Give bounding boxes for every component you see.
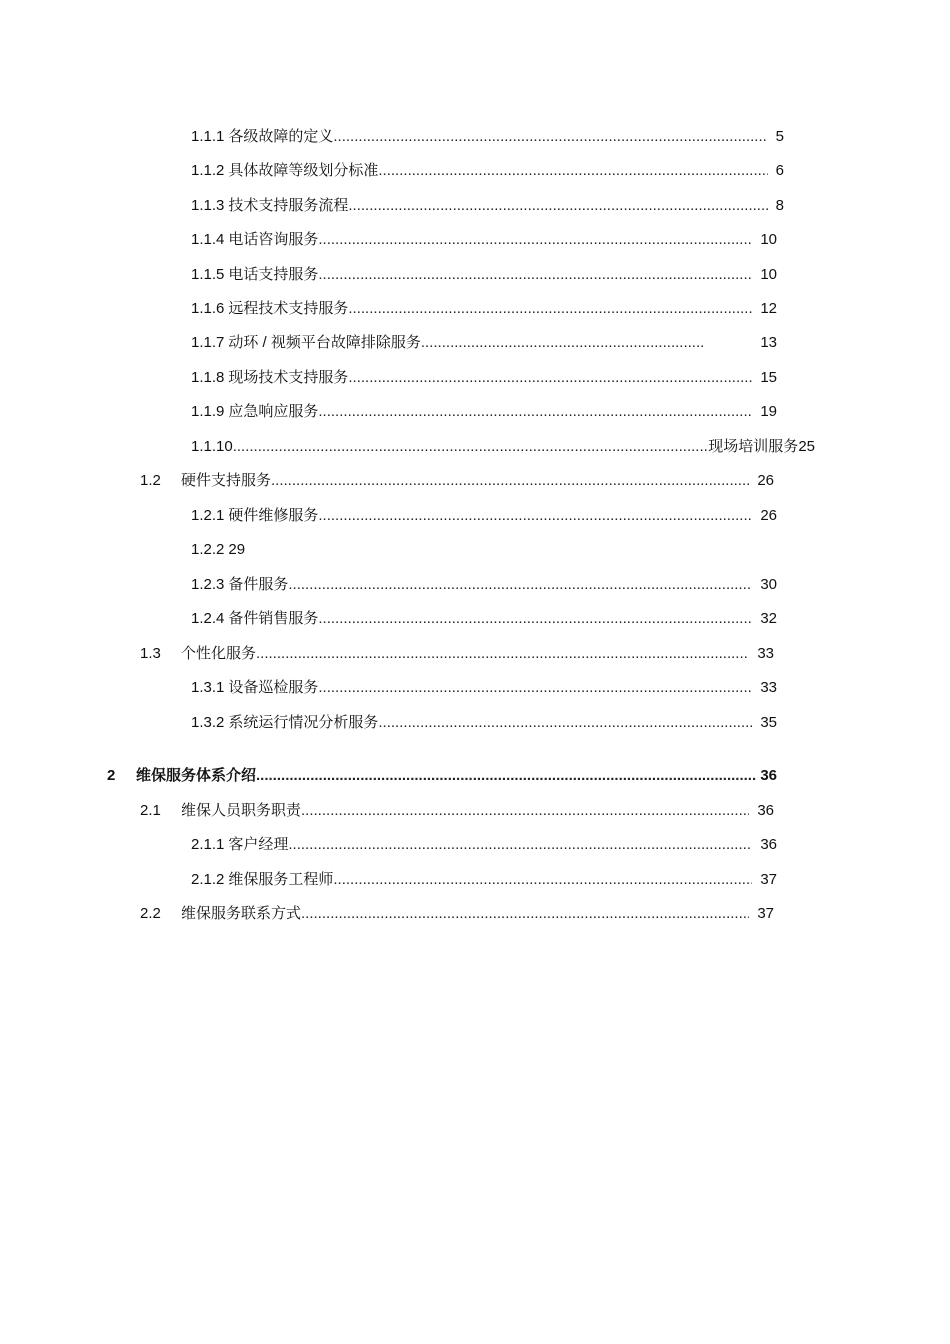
toc-entry-title: 技术支持服务流程 bbox=[228, 197, 349, 214]
toc-entry[interactable] bbox=[191, 229, 777, 251]
toc-entry-number: 1.3 bbox=[140, 645, 161, 662]
toc-entry-page: 35 bbox=[760, 714, 777, 731]
toc-entry-title: 客户经理 bbox=[228, 836, 289, 853]
toc-entry-page: 33 bbox=[760, 679, 777, 696]
toc-entry-page: 36 bbox=[760, 836, 777, 853]
toc-entry-title: 各级故障的定义 bbox=[228, 128, 334, 145]
toc-entry[interactable] bbox=[191, 436, 815, 458]
toc-entry-title: 应急响应服务 bbox=[228, 403, 319, 420]
toc-entry-number: 2.1.2 bbox=[191, 871, 225, 888]
toc-entry-number: 2.2 bbox=[140, 905, 161, 922]
toc-leader-dots bbox=[348, 298, 752, 320]
toc-entry-title: 个性化服务 bbox=[181, 645, 257, 662]
toc-entry[interactable] bbox=[140, 643, 774, 665]
toc-entry-page: 36 bbox=[757, 802, 774, 819]
toc-entry[interactable] bbox=[191, 367, 777, 389]
toc-entry-page: 12 bbox=[760, 300, 777, 317]
toc-leader-dots bbox=[301, 800, 749, 822]
toc-entry-title: 硬件维修服务 bbox=[228, 507, 319, 524]
toc-leader-dots bbox=[421, 332, 704, 354]
toc-entry[interactable] bbox=[191, 195, 784, 217]
toc-entry-number: 1.1.8 bbox=[191, 369, 225, 386]
toc-entry-page: 26 bbox=[757, 472, 774, 489]
toc-entry[interactable] bbox=[191, 539, 391, 561]
toc-leader-dots bbox=[378, 160, 767, 182]
toc-entry-page: 19 bbox=[760, 403, 777, 420]
toc-entry-title: 维保服务联系方式 bbox=[181, 905, 302, 922]
toc-entry[interactable] bbox=[191, 160, 784, 182]
toc-entry-number: 1.2.2 bbox=[191, 541, 225, 558]
toc-entry-title: 维保人员职务职责 bbox=[181, 802, 302, 819]
toc-leader-dots bbox=[318, 677, 752, 699]
toc-entry-title: 设备巡检服务 bbox=[228, 679, 319, 696]
toc-entry-number: 1.1.1 bbox=[191, 128, 225, 145]
toc-entry[interactable] bbox=[191, 677, 777, 699]
toc-entry-page: 13 bbox=[760, 334, 777, 351]
toc-entry-number: 1.1.4 bbox=[191, 231, 225, 248]
toc-entry-page: 37 bbox=[757, 905, 774, 922]
toc-entry[interactable] bbox=[140, 470, 774, 492]
toc-entry[interactable] bbox=[140, 800, 774, 822]
toc-entry[interactable] bbox=[191, 574, 777, 596]
toc-entry-page: 10 bbox=[760, 231, 777, 248]
toc-entry-number: 1.2.1 bbox=[191, 507, 225, 524]
toc-entry-number: 1.2.4 bbox=[191, 610, 225, 627]
toc-entry-title: 动环 / 视频平台故障排除服务 bbox=[228, 334, 421, 351]
toc-entry[interactable] bbox=[191, 401, 777, 423]
toc-entry-page: 26 bbox=[760, 507, 777, 524]
toc-entry-number: 1.1.10 bbox=[191, 438, 233, 455]
toc-chapter-entry[interactable] bbox=[107, 765, 777, 787]
toc-leader-dots bbox=[256, 765, 756, 787]
toc-entry-page: 10 bbox=[760, 266, 777, 283]
toc-entry-page: 33 bbox=[757, 645, 774, 662]
toc-entry-page: 29 bbox=[228, 541, 246, 558]
toc-entry-page: 37 bbox=[760, 871, 777, 888]
toc-entry-page: 32 bbox=[760, 610, 777, 627]
toc-entry-number: 2 bbox=[107, 767, 116, 784]
toc-entry-page: 15 bbox=[760, 369, 777, 386]
toc-entry-title: 备件销售服务 bbox=[228, 610, 319, 627]
toc-entry-number: 1.1.6 bbox=[191, 300, 225, 317]
toc-leader-dots bbox=[318, 264, 752, 286]
toc-entry-number: 1.1.5 bbox=[191, 266, 225, 283]
toc-entry-number: 1.2 bbox=[140, 472, 161, 489]
toc-entry-number: 1.1.9 bbox=[191, 403, 225, 420]
toc-leader-dots bbox=[348, 367, 752, 389]
toc-entry-number: 1.2.3 bbox=[191, 576, 225, 593]
toc-entry-number: 1.3.1 bbox=[191, 679, 225, 696]
toc-leader-dots bbox=[318, 608, 752, 630]
toc-entry-title: 电话支持服务 bbox=[228, 266, 319, 283]
toc-entry-number: 1.1.2 bbox=[191, 162, 225, 179]
toc-leader-dots bbox=[256, 643, 749, 665]
toc-entry-title: 备件服务 bbox=[228, 576, 289, 593]
toc-entry-title: 电话咨询服务 bbox=[228, 231, 319, 248]
toc-entry[interactable] bbox=[191, 712, 777, 734]
toc-entry-title: 现场培训服务 bbox=[708, 438, 799, 455]
toc-entry-page: 8 bbox=[775, 197, 784, 214]
toc-leader-dots bbox=[233, 436, 709, 458]
toc-entry[interactable] bbox=[191, 834, 777, 856]
toc-entry[interactable] bbox=[191, 298, 777, 320]
toc-leader-dots bbox=[333, 126, 767, 148]
toc-entry-title: 系统运行情况分析服务 bbox=[228, 714, 379, 731]
toc-leader-dots bbox=[318, 401, 752, 423]
toc-entry-title: 硬件支持服务 bbox=[181, 472, 272, 489]
toc-leader-dots bbox=[288, 574, 752, 596]
toc-entry[interactable] bbox=[191, 126, 784, 148]
toc-leader-dots bbox=[318, 505, 752, 527]
toc-entry[interactable] bbox=[191, 869, 777, 891]
toc-leader-dots bbox=[288, 834, 752, 856]
toc-entry-title: 维保服务体系介绍 bbox=[136, 767, 257, 784]
toc-entry[interactable] bbox=[191, 332, 777, 354]
toc-entry-title: 维保服务工程师 bbox=[228, 871, 334, 888]
toc-entry-number: 2.1 bbox=[140, 802, 161, 819]
toc-entry-page: 5 bbox=[775, 128, 784, 145]
toc-entry[interactable] bbox=[191, 505, 777, 527]
toc-entry-number: 1.1.3 bbox=[191, 197, 225, 214]
toc-entry-title: 远程技术支持服务 bbox=[228, 300, 349, 317]
toc-leader-dots bbox=[378, 712, 752, 734]
toc-leader-dots bbox=[333, 869, 752, 891]
toc-leader-dots bbox=[348, 195, 767, 217]
toc-entry-number: 1.1.7 bbox=[191, 334, 225, 351]
toc-entry-page: 6 bbox=[775, 162, 784, 179]
toc-entry-page: 30 bbox=[760, 576, 777, 593]
toc-entry[interactable] bbox=[140, 903, 774, 925]
toc-leader-dots bbox=[271, 470, 749, 492]
toc-leader-dots bbox=[301, 903, 749, 925]
toc-entry[interactable] bbox=[191, 608, 777, 630]
toc-entry-title: 具体故障等级划分标准 bbox=[228, 162, 379, 179]
toc-entry-number: 2.1.1 bbox=[191, 836, 225, 853]
toc-entry-page: 25 bbox=[798, 438, 815, 455]
toc-entry-title: 现场技术支持服务 bbox=[228, 369, 349, 386]
toc-entry-page: 36 bbox=[760, 767, 777, 784]
toc-leader-dots bbox=[318, 229, 752, 251]
toc-entry[interactable] bbox=[191, 264, 777, 286]
toc-entry-number: 1.3.2 bbox=[191, 714, 225, 731]
